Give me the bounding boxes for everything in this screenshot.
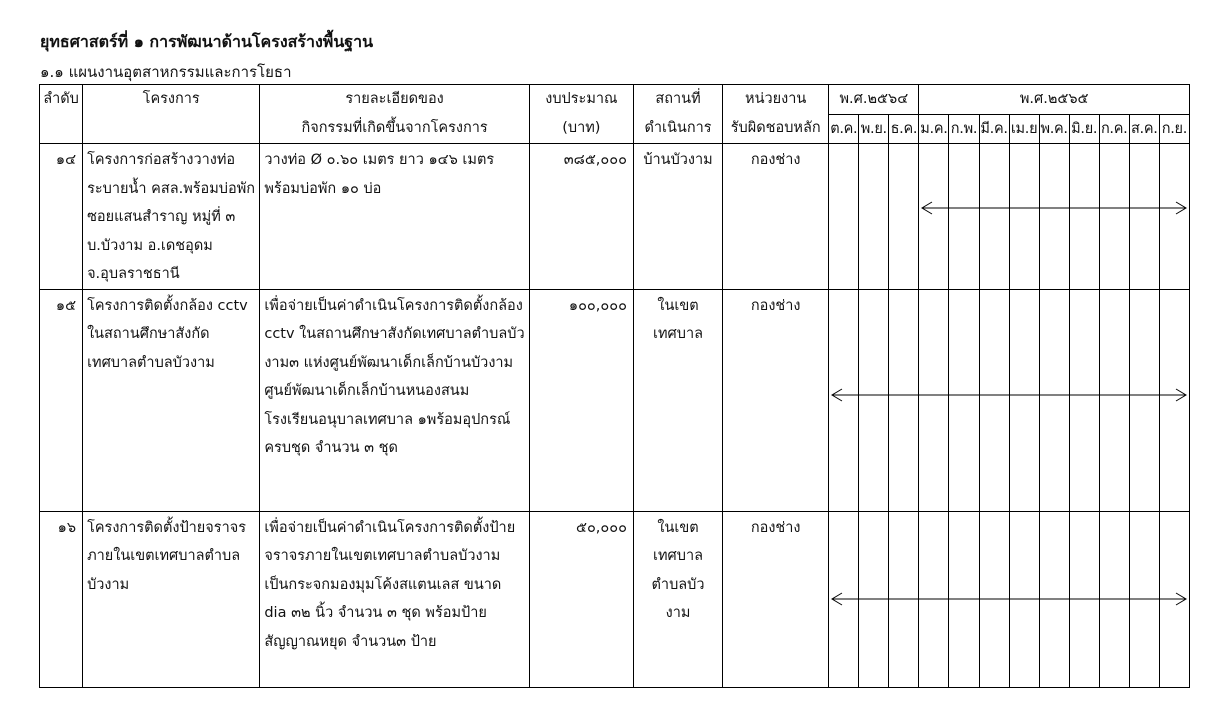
month-header: พ.ย. (859, 114, 889, 144)
header-agency-line2: รับผิดชอบหลัก (723, 114, 829, 144)
timeline-cell (1069, 144, 1099, 290)
month-header: เม.ย (1009, 114, 1039, 144)
timeline-cell (829, 144, 859, 290)
project-plan-table (39, 84, 1190, 688)
row-budget: ๕๐,๐๐๐ (529, 511, 633, 687)
row-agency: กองช่าง (723, 511, 829, 687)
timeline-cell (889, 289, 919, 511)
month-header: ต.ค. (829, 114, 859, 144)
timeline-cell (1069, 511, 1099, 687)
header-details-line1: รายละเอียดของ (260, 85, 529, 115)
row-project: โครงการติดตั้งป้ายจราจรภายในเขตเทศบาลตำบลบัวงาม (83, 511, 260, 687)
timeline-cell (1099, 511, 1129, 687)
section-subtitle: ๑.๑ แผนงานอุตสาหกรรมและการโยธา (40, 63, 292, 81)
table-row (40, 289, 1190, 511)
timeline-cell (1159, 289, 1189, 511)
timeline-cell (889, 144, 919, 290)
header-location-line1: สถานที่ (633, 85, 722, 115)
header-budget-line2: (บาท) (529, 114, 633, 144)
timeline-cell (1009, 511, 1039, 687)
timeline-cell (919, 289, 949, 511)
timeline-cell (979, 511, 1009, 687)
timeline-cell (949, 289, 979, 511)
timeline-cell (949, 511, 979, 687)
timeline-cell (919, 511, 949, 687)
timeline-cell (1099, 289, 1129, 511)
header-project-blank (83, 114, 260, 144)
timeline-cell (1039, 289, 1069, 511)
header-seq-blank (40, 114, 83, 144)
header-row-top (40, 85, 1190, 115)
row-seq: ๑๕ (40, 289, 83, 511)
timeline-cell (859, 511, 889, 687)
row-location: ในเขตเทศบาล (633, 289, 722, 511)
timeline-cell (1039, 144, 1069, 290)
timeline-cell (1009, 144, 1039, 290)
row-details: วางท่อ Ø ๐.๖๐ เมตร ยาว ๑๔๖ เมตร พร้อมบ่อพัก ๑๐ บ่อ (260, 144, 529, 290)
month-header: ก.ค. (1099, 114, 1129, 144)
row-project: โครงการติดตั้งกล้อง cctv ในสถานศึกษาสังกัดเทศบาลตำบลบัวงาม (83, 289, 260, 511)
timeline-cell (1159, 511, 1189, 687)
timeline-cell (889, 511, 919, 687)
month-header: ม.ค. (919, 114, 949, 144)
month-header: ธ.ค. (889, 114, 919, 144)
page-title: ยุทธศาสตร์ที่ ๑ การพัฒนาด้านโครงสร้างพื้นฐาน (40, 32, 374, 51)
header-row-bottom (40, 114, 1190, 144)
timeline-cell (859, 289, 889, 511)
month-header: ส.ค. (1129, 114, 1159, 144)
row-location: บ้านบัวงาม (633, 144, 722, 290)
timeline-cell (1099, 144, 1129, 290)
timeline-cell (1069, 289, 1099, 511)
timeline-cell (829, 511, 859, 687)
row-budget: ๑๐๐,๐๐๐ (529, 289, 633, 511)
timeline-cell (1159, 144, 1189, 290)
month-header: มี.ค. (979, 114, 1009, 144)
month-header: ก.พ. (949, 114, 979, 144)
header-seq: ลำดับ (40, 85, 83, 115)
header-agency-line1: หน่วยงาน (723, 85, 829, 115)
timeline-cell (949, 144, 979, 290)
row-details: เพื่อจ่ายเป็นค่าดำเนินโครงการติดตั้งกล้อง cctv ในสถานศึกษาสังกัดเทศบาลตำบลบัวงาม๓ แห่งศูนย์พัฒนาเด็กเล็กบ้านบัวงามศูนย์พัฒนาเด็กเล็กบ้านหนองสนม โรงเรียนอนุบาลเทศบาล ๑พร้อมอุปกรณ์ครบชุด จำนวน ๓ ชุด (260, 289, 529, 511)
row-project: โครงการก่อสร้างวางท่อระบายน้ำ คสล.พร้อมบ่อพัก ซอยแสนสำราญ หมู่ที่ ๓ บ.บัวงาม อ.เดชอุดม จ.อุบลราชธานี (83, 144, 260, 290)
month-header: พ.ค. (1039, 114, 1069, 144)
table-row (40, 511, 1190, 687)
header-project: โครงการ (83, 85, 260, 115)
month-header: มิ.ย. (1069, 114, 1099, 144)
row-budget: ๓๘๕,๐๐๐ (529, 144, 633, 290)
timeline-cell (1039, 511, 1069, 687)
table-row (40, 144, 1190, 290)
timeline-cell (1009, 289, 1039, 511)
timeline-cell (1129, 511, 1159, 687)
row-details: เพื่อจ่ายเป็นค่าดำเนินโครงการติดตั้งป้ายจราจรภายในเขตเทศบาลตำบลบัวงามเป็นกระจกมองมุมโค้งสแตนเลส ขนาด dia ๓๒ นิ้ว จำนวน ๓ ชุด พร้อมป้ายสัญญาณหยุด จำนวน๓ ป้าย (260, 511, 529, 687)
row-agency: กองช่าง (723, 289, 829, 511)
timeline-cell (919, 144, 949, 290)
timeline-cell (859, 144, 889, 290)
header-year-2565: พ.ศ.๒๕๖๕ (919, 85, 1190, 115)
header-budget-line1: งบประมาณ (529, 85, 633, 115)
timeline-cell (1129, 144, 1159, 290)
header-location-line2: ดำเนินการ (633, 114, 722, 144)
header-details-line2: กิจกรรมที่เกิดขึ้นจากโครงการ (260, 114, 529, 144)
row-seq: ๑๔ (40, 144, 83, 290)
timeline-cell (1129, 289, 1159, 511)
month-header: ก.ย. (1159, 114, 1189, 144)
header-year-2564: พ.ศ.๒๕๖๔ (829, 85, 919, 115)
timeline-cell (979, 289, 1009, 511)
row-location: ในเขตเทศบาลตำบลบัวงาม (633, 511, 722, 687)
timeline-cell (979, 144, 1009, 290)
timeline-cell (829, 289, 859, 511)
row-seq: ๑๖ (40, 511, 83, 687)
row-agency: กองช่าง (723, 144, 829, 290)
